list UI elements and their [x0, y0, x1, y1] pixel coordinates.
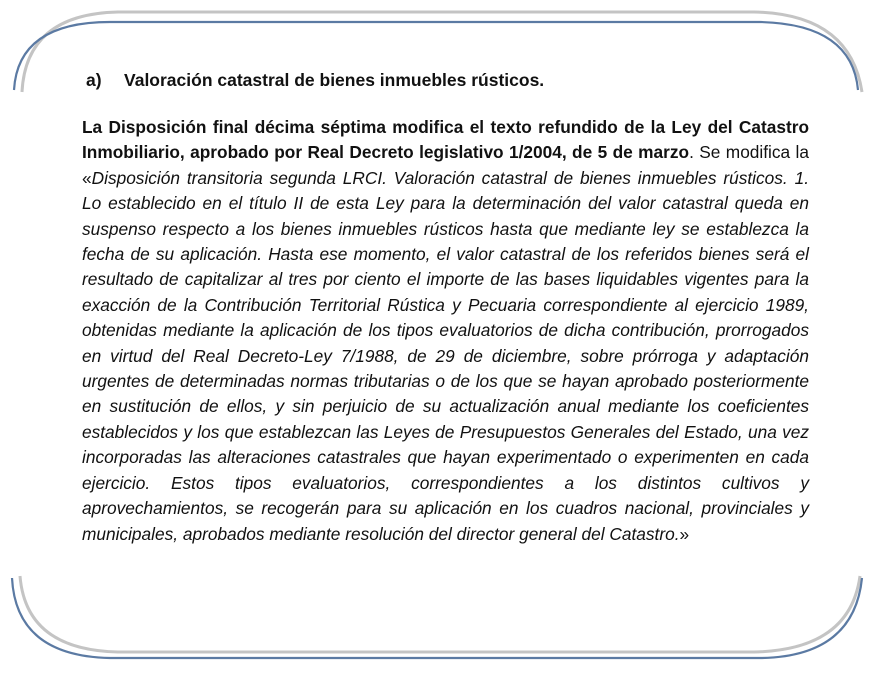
frame-bottom-grey-arc	[20, 576, 860, 652]
section-title: Valoración catastral de bienes inmuebles rústicos.	[124, 70, 545, 90]
section-heading	[86, 70, 544, 91]
paragraph-connector: . Se modifica la «	[82, 142, 809, 188]
frame-bottom-blue-arc	[12, 578, 862, 658]
paragraph-bold-intro: La Disposición final décima séptima modifica el texto refundido de la Ley del Catastro Inmobiliario, aprobado por Real Decreto legislativo 1/2004, de 5 de marzo	[82, 117, 809, 163]
body-paragraph	[82, 115, 809, 547]
paragraph-closing-quote: »	[679, 523, 690, 544]
paragraph-quoted-provision: Disposición transitoria segunda LRCI. Valoración catastral de bienes inmuebles rústicos. 1. Lo establecido en el título II de esta Ley para la determinación del valor catastral queda en suspenso respecto a los bienes inmuebles rústicos hasta que mediante ley se establezca la fecha de su aplicación. Hasta ese momento, el valor catastral de los referidos bienes será el resultado de capitalizar al tres por ciento el importe de las bases liquidables vigentes para la exacción de la Contribución Territorial Rústica y Pecuaria correspondiente al ejercicio 1989, obtenidas mediante la aplicación de los tipos evaluatorios de dicha contribución, prorrogados en virtud del Real Decreto-Ley 7/1988, de 29 de diciembre, sobre prórroga y adaptación urgentes de determinadas normas tributarias o de los que se hayan aprobado posteriormente en sustitución de ellos, y sin perjuicio de su actualización anual mediante los coeficientes establecidos y los que establezcan las Leyes de Presupuestos Generales del Estado, una vez incorporadas las alteraciones catastrales que hayan experimentado o experimenten en cada ejercicio. Estos tipos evaluatorios, correspondientes a los distintos cultivos y aprovechamientos, se recogerán para su aplicación en los cuadros nacional, provinciales y municipales, aprobados mediante resolución del director general del Catastro.	[82, 167, 809, 544]
section-number: a)	[86, 70, 102, 90]
